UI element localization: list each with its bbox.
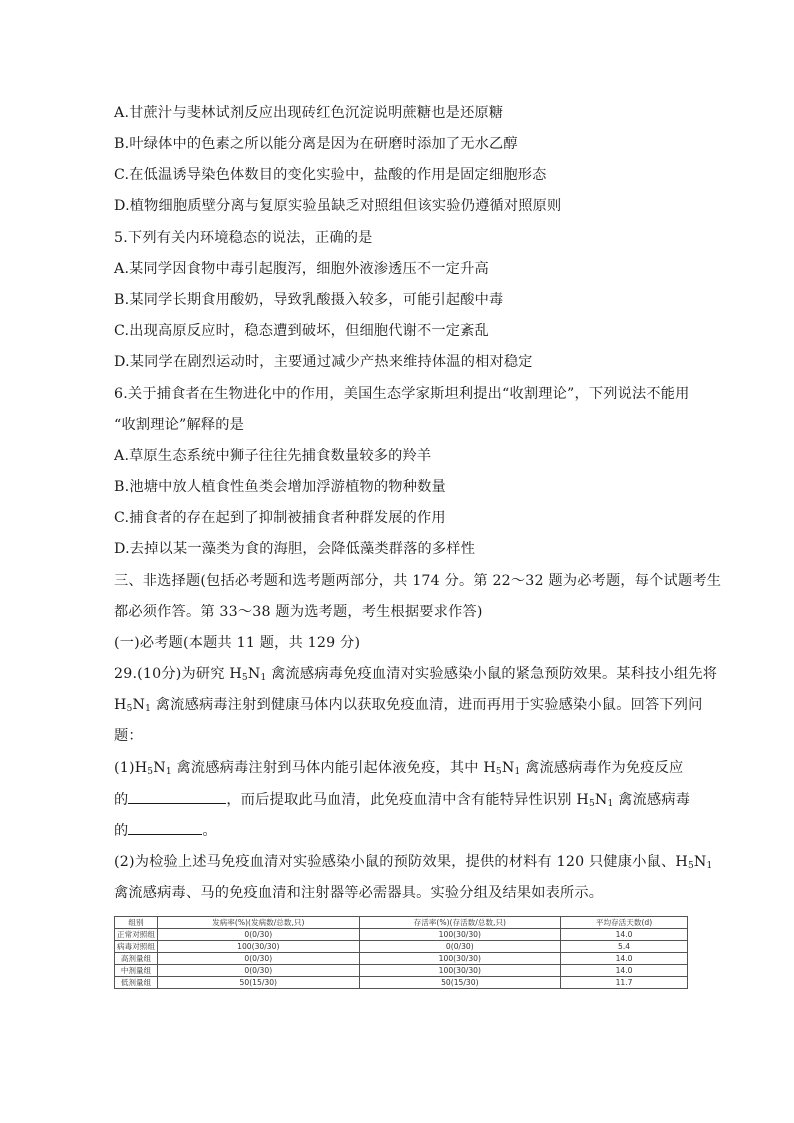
- q6-option-d: D.去掉以某一藻类为食的海胆，会降低藻类群落的多样性: [114, 541, 476, 557]
- table-cell: 5.4: [561, 941, 688, 953]
- q6-option-c: C.捕食者的存在起到了抑制被捕食者种群发展的作用: [114, 510, 446, 526]
- q6-option-a: A.草原生态系统中狮子往往先捕食数量较多的羚羊: [114, 448, 432, 464]
- table-cell: 0(0/30): [158, 965, 360, 977]
- q5-option-c: C.出现高原反应时，稳态遭到破坏，但细胞代谢不一定紊乱: [114, 323, 489, 339]
- table-row: [115, 953, 688, 965]
- q29-sub1-prefix: 的: [114, 792, 129, 808]
- q5-option-a: A.某同学因食物中毒引起腹泻，细胞外液渗透压不一定升高: [114, 261, 489, 277]
- results-table: [114, 916, 688, 989]
- q6-stem: 6.关于捕食者在生物进化中的作用，美国生态学家斯坦利提出“收割理论”，下列说法不能用: [114, 386, 690, 402]
- q5-stem: 5.下列有关内环境稳态的说法，正确的是: [114, 230, 373, 246]
- table-header-cell: 存活率(%)(存活数/总数,只): [359, 917, 561, 929]
- table-row: [115, 929, 688, 941]
- required-section-heading: (一)必考题(本题共 11 题，共 129 分): [114, 635, 361, 651]
- q29-sub1: $(1)H_5N_1$ 禽流感病毒注射到马体内能引起体液免疫，其中 $H_5N_1$ 禽流感病毒作为免疫反应: [114, 760, 684, 777]
- table-row: [115, 965, 688, 977]
- table-cell: 0(0/30): [158, 953, 360, 965]
- table-cell: 高剂量组: [115, 953, 158, 965]
- table-cell: 低剂量组: [115, 977, 158, 989]
- q29-sub1-line3: [114, 820, 217, 841]
- q5-option-b: B.某同学长期食用酸奶，导致乳酸摄入较多，可能引起酸中毒: [114, 292, 504, 308]
- q4-option-b: B.叶绿体中的色素之所以能分离是因为在研磨时添加了无水乙醇: [114, 136, 518, 152]
- q29-sub1-suffix: ，而后提取此马血清，此免疫血清中含有能特异性识别 $H_5N_1$ 禽流感病毒: [226, 792, 691, 809]
- q29-sub1-end: 。: [202, 823, 217, 839]
- table-row: [115, 977, 688, 989]
- table-cell: 11.7: [561, 977, 688, 989]
- table-header-row: [115, 917, 688, 929]
- q29-sub1-line2: [114, 789, 690, 810]
- q4-option-c: C.在低温诱导染色体数目的变化实验中，盐酸的作用是固定细胞形态: [114, 167, 547, 183]
- q29-sub2-cont: 禽流感病毒、马的免疫血清和注射器等必需器具。实验分组及结果如表所示。: [114, 885, 604, 901]
- q29-stem: 29.(10分)为研究 $H_5N_1$ 禽流感病毒免疫血清对实验感染小鼠的紧急预防效果。某科技小组先将: [114, 666, 718, 683]
- table-cell: 100(30/30): [158, 941, 360, 953]
- section-3-heading-cont: 都必须作答。第 33～38 题为选考题，考生根据要求作答): [114, 604, 483, 620]
- answer-blank-1[interactable]: [128, 789, 226, 804]
- table-header-cell: 组别: [115, 917, 158, 929]
- table-cell: 50(15/30): [359, 977, 561, 989]
- table-header-cell: 平均存活天数(d): [561, 917, 688, 929]
- table-cell: 100(30/30): [359, 953, 561, 965]
- q29-stem-end: 题：: [114, 728, 143, 744]
- table-cell: 正常对照组: [115, 929, 158, 941]
- table-row: [115, 941, 688, 953]
- q29-sub2: (2)为检验上述马免疫血清对实验感染小鼠的预防效果，提供的材料有 120 只健康小鼠、$H_5N_1$: [114, 854, 713, 871]
- q29-stem-cont: $H_5N_1$ 禽流感病毒注射到健康马体内以获取免疫血清，进而再用于实验感染小鼠。回答下列问: [114, 697, 703, 714]
- table-cell: 100(30/30): [359, 965, 561, 977]
- section-3-heading: 三、非选择题(包括必考题和选考题两部分，共 174 分。第 22～32 题为必考题，每个试题考生: [114, 573, 722, 589]
- table-cell: 14.0: [561, 965, 688, 977]
- answer-blank-2[interactable]: [128, 820, 202, 835]
- q6-stem-cont: “收割理论”解释的是: [114, 417, 245, 433]
- table-cell: 50(15/30): [158, 977, 360, 989]
- q4-option-d: D.植物细胞质壁分离与复原实验虽缺乏对照组但该实验仍遵循对照原则: [114, 198, 562, 214]
- table-cell: 0(0/30): [359, 941, 561, 953]
- table-cell: 病毒对照组: [115, 941, 158, 953]
- q29-sub1-prefix2: 的: [114, 823, 129, 839]
- table-header-cell: 发病率(%)(发病数/总数,只): [158, 917, 360, 929]
- table-cell: 14.0: [561, 953, 688, 965]
- table-cell: 100(30/30): [359, 929, 561, 941]
- table-cell: 14.0: [561, 929, 688, 941]
- table-cell: 中剂量组: [115, 965, 158, 977]
- q5-option-d: D.某同学在剧烈运动时，主要通过减少产热来维持体温的相对稳定: [114, 354, 533, 370]
- q4-option-a: A.甘蔗汁与斐林试剂反应出现砖红色沉淀说明蔗糖也是还原糖: [114, 105, 504, 121]
- q6-option-b: B.池塘中放人植食性鱼类会增加浮游植物的物种数量: [114, 479, 446, 495]
- table-cell: 0(0/30): [158, 929, 360, 941]
